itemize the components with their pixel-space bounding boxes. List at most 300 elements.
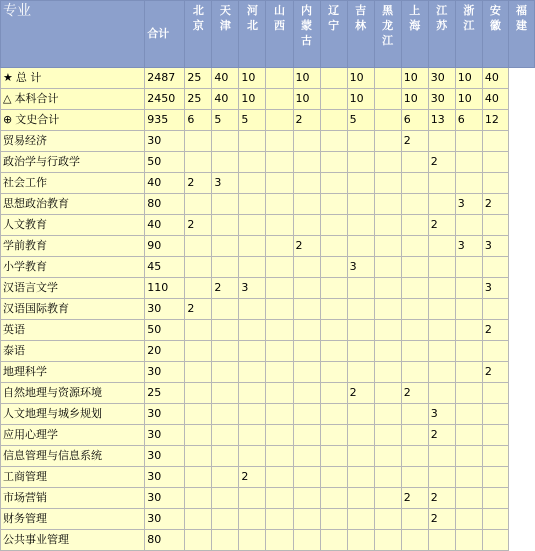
province-cell xyxy=(239,194,266,215)
province-cell xyxy=(428,383,455,404)
province-cell xyxy=(401,236,428,257)
total-cell: 40 xyxy=(145,215,185,236)
total-cell: 50 xyxy=(145,320,185,341)
province-cell xyxy=(455,152,482,173)
province-cell xyxy=(293,278,320,299)
header-province xyxy=(266,1,293,68)
province-cell: 10 xyxy=(239,68,266,89)
province-cell xyxy=(455,383,482,404)
province-cell xyxy=(293,509,320,530)
summary-label: 本科合计 xyxy=(14,92,59,105)
header-province xyxy=(212,1,239,68)
province-cell xyxy=(455,320,482,341)
province-cell: 2 xyxy=(293,110,320,131)
province-cell xyxy=(428,173,455,194)
province-cell xyxy=(401,446,428,467)
province-cell xyxy=(212,215,239,236)
province-cell xyxy=(482,131,508,152)
province-cell: 2 xyxy=(212,278,239,299)
province-cell xyxy=(455,404,482,425)
province-cell xyxy=(455,467,482,488)
province-cell xyxy=(374,383,401,404)
province-cell: 2 xyxy=(185,173,212,194)
province-cell xyxy=(374,173,401,194)
major-name-cell: 社会工作 xyxy=(1,173,145,194)
summary-row xyxy=(1,89,535,110)
province-cell xyxy=(266,173,293,194)
province-cell: 12 xyxy=(482,110,508,131)
table-row xyxy=(1,362,535,383)
province-cell xyxy=(239,152,266,173)
province-cell xyxy=(374,68,401,89)
header-province-label: 北京 xyxy=(192,4,204,32)
province-cell xyxy=(239,530,266,551)
major-name-cell: 公共事业管理 xyxy=(1,530,145,551)
province-cell xyxy=(266,89,293,110)
province-cell xyxy=(239,446,266,467)
major-name-cell: 工商管理 xyxy=(1,467,145,488)
province-cell xyxy=(482,509,508,530)
header-province xyxy=(401,1,428,68)
province-cell xyxy=(482,425,508,446)
province-cell xyxy=(482,299,508,320)
province-cell xyxy=(320,299,347,320)
total-cell: 30 xyxy=(145,362,185,383)
province-cell xyxy=(347,236,374,257)
major-name-cell: 市场营销 xyxy=(1,488,145,509)
province-cell xyxy=(212,152,239,173)
province-cell xyxy=(320,509,347,530)
province-cell xyxy=(401,320,428,341)
province-cell: 10 xyxy=(293,68,320,89)
province-cell xyxy=(482,173,508,194)
province-cell: 3 xyxy=(482,236,508,257)
province-cell: 40 xyxy=(212,89,239,110)
table-row xyxy=(1,152,535,173)
total-cell: 30 xyxy=(145,131,185,152)
province-cell xyxy=(347,341,374,362)
province-cell xyxy=(320,320,347,341)
province-cell xyxy=(401,467,428,488)
province-cell xyxy=(185,425,212,446)
province-cell xyxy=(239,320,266,341)
province-cell: 2 xyxy=(428,425,455,446)
table-row xyxy=(1,194,535,215)
total-cell: 2487 xyxy=(145,68,185,89)
province-cell xyxy=(266,236,293,257)
major-name-cell: 自然地理与资源环境 xyxy=(1,383,145,404)
province-cell xyxy=(320,194,347,215)
province-cell xyxy=(455,173,482,194)
province-cell xyxy=(212,362,239,383)
province-cell xyxy=(401,194,428,215)
major-name-cell: 汉语国际教育 xyxy=(1,299,145,320)
province-cell xyxy=(428,467,455,488)
triangle-icon: △ xyxy=(3,92,12,105)
major-name-cell: 应用心理学 xyxy=(1,425,145,446)
province-cell: 10 xyxy=(239,89,266,110)
province-cell xyxy=(374,509,401,530)
province-cell xyxy=(185,131,212,152)
header-total: 合计 xyxy=(145,1,185,68)
province-cell xyxy=(239,131,266,152)
total-cell: 30 xyxy=(145,446,185,467)
province-cell xyxy=(347,320,374,341)
province-cell xyxy=(374,530,401,551)
province-cell xyxy=(428,341,455,362)
total-cell: 25 xyxy=(145,383,185,404)
header-province xyxy=(347,1,374,68)
province-cell xyxy=(347,509,374,530)
province-cell: 2 xyxy=(428,509,455,530)
province-cell xyxy=(482,488,508,509)
province-cell xyxy=(320,110,347,131)
province-cell xyxy=(455,509,482,530)
header-province-label: 安徽 xyxy=(489,4,501,32)
province-cell xyxy=(320,341,347,362)
province-cell: 30 xyxy=(428,89,455,110)
header-province xyxy=(293,1,320,68)
province-cell xyxy=(347,278,374,299)
major-name-cell: 人文教育 xyxy=(1,215,145,236)
province-cell xyxy=(239,404,266,425)
header-province-label: 上海 xyxy=(409,4,421,32)
province-cell xyxy=(293,488,320,509)
province-cell xyxy=(347,194,374,215)
header-province-label: 天津 xyxy=(219,4,231,32)
province-cell xyxy=(401,425,428,446)
total-cell: 40 xyxy=(145,173,185,194)
total-cell: 30 xyxy=(145,467,185,488)
province-cell: 5 xyxy=(212,110,239,131)
province-cell xyxy=(266,278,293,299)
province-cell: 2 xyxy=(401,383,428,404)
province-cell xyxy=(320,131,347,152)
province-cell xyxy=(212,467,239,488)
province-cell: 5 xyxy=(347,110,374,131)
province-cell xyxy=(185,383,212,404)
province-cell xyxy=(293,467,320,488)
province-cell xyxy=(266,446,293,467)
province-cell xyxy=(266,341,293,362)
province-cell: 2 xyxy=(293,236,320,257)
province-cell xyxy=(239,215,266,236)
province-cell xyxy=(374,320,401,341)
header-province-label: 黑龙江 xyxy=(382,4,394,47)
province-cell xyxy=(428,530,455,551)
province-cell xyxy=(239,299,266,320)
province-cell xyxy=(347,530,374,551)
province-cell xyxy=(293,383,320,404)
province-cell xyxy=(482,341,508,362)
province-cell xyxy=(455,215,482,236)
province-cell xyxy=(347,488,374,509)
province-cell xyxy=(293,173,320,194)
total-cell: 80 xyxy=(145,194,185,215)
province-cell: 2 xyxy=(428,488,455,509)
province-cell xyxy=(482,467,508,488)
province-cell: 10 xyxy=(401,89,428,110)
province-cell xyxy=(266,530,293,551)
total-cell: 90 xyxy=(145,236,185,257)
province-cell xyxy=(266,320,293,341)
major-name-cell: 思想政治教育 xyxy=(1,194,145,215)
province-cell xyxy=(293,131,320,152)
province-cell xyxy=(374,131,401,152)
province-cell: 2 xyxy=(239,467,266,488)
province-cell xyxy=(347,215,374,236)
province-cell: 3 xyxy=(239,278,266,299)
summary-label-cell xyxy=(1,68,145,89)
province-cell xyxy=(239,362,266,383)
province-cell: 2 xyxy=(185,215,212,236)
header-province xyxy=(239,1,266,68)
province-cell xyxy=(293,362,320,383)
province-cell xyxy=(293,530,320,551)
province-cell xyxy=(347,152,374,173)
total-cell: 30 xyxy=(145,509,185,530)
province-cell xyxy=(374,488,401,509)
province-cell xyxy=(185,488,212,509)
table-row xyxy=(1,488,535,509)
province-cell xyxy=(320,383,347,404)
province-cell xyxy=(266,152,293,173)
province-cell xyxy=(455,362,482,383)
province-cell: 25 xyxy=(185,68,212,89)
province-cell xyxy=(320,89,347,110)
summary-row xyxy=(1,110,535,131)
province-cell: 2 xyxy=(482,194,508,215)
province-cell xyxy=(212,488,239,509)
province-cell xyxy=(428,131,455,152)
province-cell xyxy=(185,362,212,383)
province-cell xyxy=(266,194,293,215)
province-cell xyxy=(320,68,347,89)
province-cell: 13 xyxy=(428,110,455,131)
summary-label-cell[interactable] xyxy=(1,110,145,131)
province-cell xyxy=(185,257,212,278)
province-cell xyxy=(212,194,239,215)
province-cell: 3 xyxy=(212,173,239,194)
table-row xyxy=(1,131,535,152)
province-cell: 2 xyxy=(428,215,455,236)
province-cell xyxy=(482,530,508,551)
total-cell: 30 xyxy=(145,425,185,446)
total-cell: 935 xyxy=(145,110,185,131)
province-cell xyxy=(401,257,428,278)
province-cell xyxy=(185,509,212,530)
table-row xyxy=(1,341,535,362)
total-cell: 110 xyxy=(145,278,185,299)
province-cell: 10 xyxy=(401,68,428,89)
major-name-cell: 贸易经济 xyxy=(1,131,145,152)
province-cell xyxy=(455,131,482,152)
table-row xyxy=(1,278,535,299)
province-cell xyxy=(401,341,428,362)
province-cell xyxy=(320,257,347,278)
province-cell xyxy=(239,509,266,530)
province-cell xyxy=(482,446,508,467)
table-row xyxy=(1,257,535,278)
total-cell: 30 xyxy=(145,299,185,320)
province-cell xyxy=(212,257,239,278)
province-cell xyxy=(320,488,347,509)
province-cell xyxy=(401,404,428,425)
province-cell xyxy=(320,467,347,488)
summary-label: 总 计 xyxy=(15,71,42,84)
province-cell: 2 xyxy=(401,131,428,152)
province-cell xyxy=(374,215,401,236)
province-cell xyxy=(374,236,401,257)
province-cell xyxy=(428,362,455,383)
province-cell xyxy=(212,530,239,551)
expand-icon[interactable]: ⊕ xyxy=(3,113,13,126)
province-cell xyxy=(374,362,401,383)
province-cell xyxy=(293,257,320,278)
major-name-cell: 信息管理与信息系统 xyxy=(1,446,145,467)
province-cell xyxy=(401,152,428,173)
province-cell xyxy=(482,404,508,425)
province-cell: 2 xyxy=(482,320,508,341)
province-cell xyxy=(266,425,293,446)
province-cell xyxy=(401,299,428,320)
province-cell xyxy=(374,194,401,215)
province-cell xyxy=(185,194,212,215)
province-cell xyxy=(374,299,401,320)
province-cell xyxy=(455,299,482,320)
province-cell xyxy=(212,236,239,257)
province-cell xyxy=(293,320,320,341)
province-cell xyxy=(266,68,293,89)
major-name-cell: 政治学与行政学 xyxy=(1,152,145,173)
province-cell xyxy=(320,362,347,383)
province-cell: 6 xyxy=(455,110,482,131)
province-cell: 6 xyxy=(185,110,212,131)
province-cell xyxy=(239,383,266,404)
major-name-cell: 人文地理与城乡规划 xyxy=(1,404,145,425)
province-cell: 2 xyxy=(428,152,455,173)
province-cell: 10 xyxy=(347,89,374,110)
province-cell xyxy=(347,173,374,194)
province-cell xyxy=(374,404,401,425)
province-cell xyxy=(293,446,320,467)
province-cell xyxy=(320,215,347,236)
table-row xyxy=(1,530,535,551)
province-cell: 3 xyxy=(428,404,455,425)
province-cell xyxy=(374,425,401,446)
table-row xyxy=(1,467,535,488)
total-cell: 45 xyxy=(145,257,185,278)
province-cell xyxy=(320,278,347,299)
province-cell xyxy=(374,467,401,488)
province-cell: 2 xyxy=(185,299,212,320)
province-cell xyxy=(239,173,266,194)
header-province xyxy=(508,1,534,68)
province-cell xyxy=(482,383,508,404)
star-icon: ★ xyxy=(3,71,13,84)
province-cell xyxy=(347,299,374,320)
summary-label-cell xyxy=(1,89,145,110)
province-cell xyxy=(239,236,266,257)
province-cell xyxy=(212,383,239,404)
major-name-cell: 汉语言文学 xyxy=(1,278,145,299)
province-cell xyxy=(401,530,428,551)
province-cell xyxy=(347,362,374,383)
province-cell xyxy=(428,278,455,299)
header-province-label: 吉林 xyxy=(355,4,367,32)
province-cell: 10 xyxy=(455,89,482,110)
province-cell xyxy=(320,404,347,425)
province-cell xyxy=(185,446,212,467)
province-cell xyxy=(455,278,482,299)
province-cell xyxy=(428,194,455,215)
table-row xyxy=(1,404,535,425)
total-cell: 20 xyxy=(145,341,185,362)
province-cell: 10 xyxy=(347,68,374,89)
province-cell xyxy=(428,257,455,278)
province-cell xyxy=(212,299,239,320)
province-cell xyxy=(320,152,347,173)
province-cell xyxy=(401,278,428,299)
header-row xyxy=(1,1,535,68)
province-cell xyxy=(374,446,401,467)
header-province-label: 福建 xyxy=(515,4,527,32)
province-cell xyxy=(266,488,293,509)
province-cell xyxy=(374,341,401,362)
province-cell xyxy=(455,488,482,509)
province-cell xyxy=(185,236,212,257)
province-cell xyxy=(266,299,293,320)
province-cell xyxy=(374,152,401,173)
province-cell xyxy=(266,404,293,425)
province-cell xyxy=(455,341,482,362)
province-cell: 40 xyxy=(482,68,508,89)
total-cell: 50 xyxy=(145,152,185,173)
table-row xyxy=(1,509,535,530)
province-cell xyxy=(482,257,508,278)
province-cell xyxy=(374,89,401,110)
province-cell xyxy=(293,425,320,446)
province-cell xyxy=(293,299,320,320)
total-cell: 30 xyxy=(145,488,185,509)
province-cell: 3 xyxy=(347,257,374,278)
province-cell xyxy=(428,446,455,467)
header-province xyxy=(320,1,347,68)
province-cell xyxy=(212,425,239,446)
province-cell xyxy=(266,257,293,278)
province-cell xyxy=(185,320,212,341)
province-cell xyxy=(428,320,455,341)
province-cell xyxy=(320,173,347,194)
province-cell xyxy=(185,341,212,362)
province-cell xyxy=(347,446,374,467)
province-cell xyxy=(347,404,374,425)
province-cell xyxy=(428,299,455,320)
table-row xyxy=(1,215,535,236)
province-cell xyxy=(401,173,428,194)
province-cell xyxy=(374,257,401,278)
province-cell xyxy=(320,446,347,467)
province-cell xyxy=(455,530,482,551)
table-row xyxy=(1,383,535,404)
province-cell xyxy=(401,362,428,383)
province-cell xyxy=(185,278,212,299)
province-cell xyxy=(212,341,239,362)
province-cell xyxy=(347,467,374,488)
province-cell xyxy=(266,110,293,131)
province-cell xyxy=(347,425,374,446)
province-cell: 2 xyxy=(482,362,508,383)
